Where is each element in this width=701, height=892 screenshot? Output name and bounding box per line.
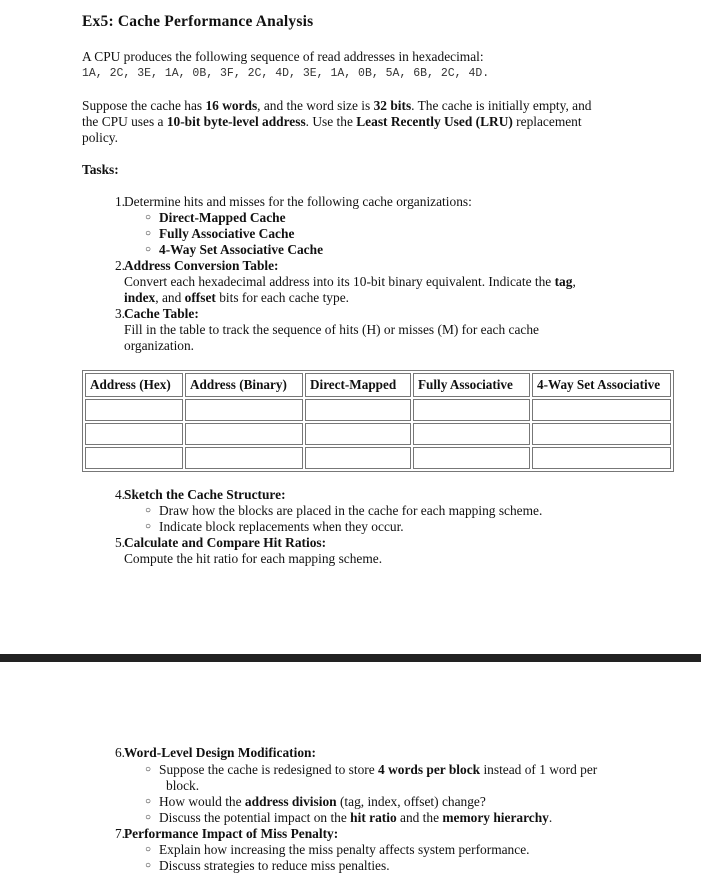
task-7-item-2: ○ Discuss strategies to reduce miss penalties. <box>145 858 390 873</box>
table-cell[interactable] <box>305 423 411 445</box>
table-cell[interactable] <box>305 447 411 469</box>
table-cell[interactable] <box>85 399 183 421</box>
task-1-item-fully-associative: ○ Fully Associative Cache <box>145 226 295 241</box>
address-sequence: 1A, 2C, 3E, 1A, 0B, 3F, 2C, 4D, 3E, 1A, 0B, 5A, 6B, 2C, 4D. <box>82 67 490 80</box>
task-3-line-2: organization. <box>124 338 195 353</box>
task-1-item-4-way: ○ 4-Way Set Associative Cache <box>145 242 324 257</box>
task-6-item-1-cont: block. <box>166 778 200 793</box>
task-6-item-3: ○ Discuss the potential impact on the hit ratio and the memory hierarchy. <box>145 810 553 825</box>
task-4-item-2: ○ Indicate block replacements when they occur. <box>145 519 404 534</box>
task-5-line-1: Compute the hit ratio for each mapping scheme. <box>124 551 383 566</box>
table-cell[interactable] <box>85 447 183 469</box>
table-cell[interactable] <box>413 399 530 421</box>
cache-setup-paragraph: Suppose the cache has 16 words, and the word size is 32 bits. The cache is initially empty, and the CPU uses a 10-bit byte-level address. Use the Least Recently Used (LRU) replacement policy. <box>82 98 592 145</box>
cache-table <box>82 370 674 472</box>
header-address-hex: Address (Hex) <box>85 373 183 397</box>
header-fully-associative: Fully Associative <box>413 373 530 397</box>
header-4-way: 4-Way Set Associative <box>532 373 671 397</box>
table-cell[interactable] <box>532 399 671 421</box>
table-cell[interactable] <box>85 423 183 445</box>
task-2-line-1: Convert each hexadecimal address into its 10-bit binary equivalent. Indicate the tag, <box>124 274 576 289</box>
task-1-item-direct-mapped: ○ Direct-Mapped Cache <box>145 210 286 225</box>
task-7-item-1: ○ Explain how increasing the miss penalty affects system performance. <box>145 842 530 857</box>
table-cell[interactable] <box>532 447 671 469</box>
table-cell[interactable] <box>305 399 411 421</box>
table-cell[interactable] <box>185 399 303 421</box>
table-cell[interactable] <box>185 447 303 469</box>
header-direct-mapped: Direct-Mapped <box>305 373 411 397</box>
header-address-binary: Address (Binary) <box>185 373 303 397</box>
task-6-item-2: ○ How would the address division (tag, index, offset) change? <box>145 794 486 809</box>
table-row <box>85 423 671 445</box>
table-row <box>85 399 671 421</box>
task-3-line-1: Fill in the table to track the sequence of hits (H) or misses (M) for each cache <box>124 322 539 337</box>
task-6-item-1: ○ Suppose the cache is redesigned to store 4 words per block instead of 1 word per <box>145 762 598 777</box>
cache-table-header-row <box>85 373 671 397</box>
table-cell[interactable] <box>413 447 530 469</box>
page-title: Ex5: Cache Performance Analysis <box>82 13 314 30</box>
table-cell[interactable] <box>185 423 303 445</box>
tasks-label: Tasks: <box>82 162 119 177</box>
page-break-bar <box>0 654 701 662</box>
task-2-line-2: index, and offset bits for each cache type. <box>124 290 349 305</box>
table-cell[interactable] <box>413 423 530 445</box>
table-cell[interactable] <box>532 423 671 445</box>
task-4-item-1: ○ Draw how the blocks are placed in the cache for each mapping scheme. <box>145 503 543 518</box>
intro-text: A CPU produces the following sequence of read addresses in hexadecimal: <box>82 49 484 64</box>
table-row <box>85 447 671 469</box>
